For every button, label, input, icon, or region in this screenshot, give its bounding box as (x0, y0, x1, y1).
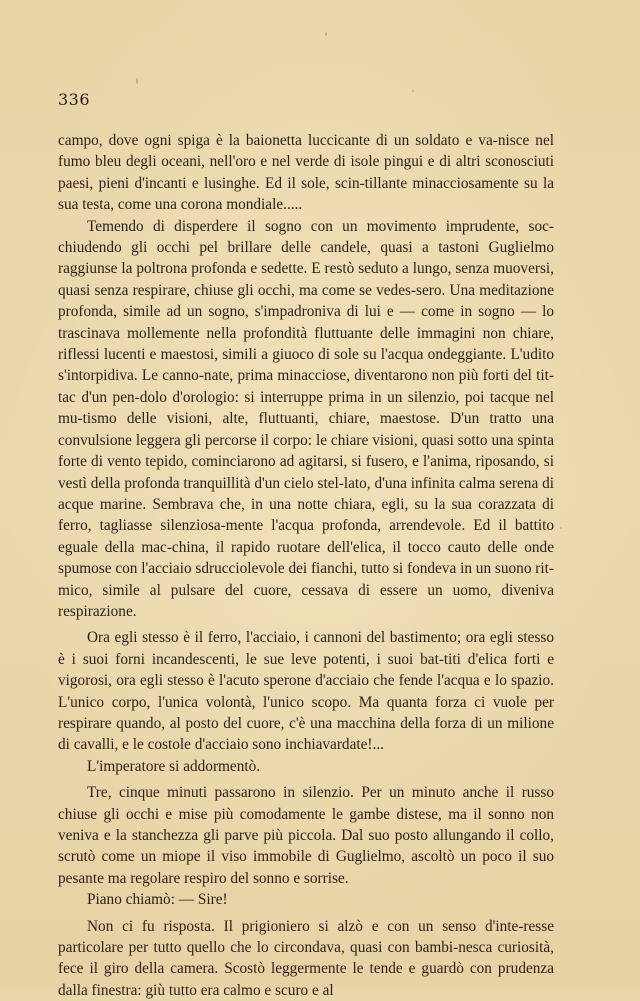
page-number: 336 (58, 90, 91, 109)
paper-speck (412, 90, 414, 92)
paragraph: Tre, cinque minuti passarono in silenzio. Per un minuto anche il russo chiuse gli occhi e mise più comodamente le gambe distese, ma il sonno non veniva e la stanchezza gli parve più piccola. Dal suo posto allungando il collo, scrutò come un miope il viso immobile di Guglielmo, ascoltò un poco il suo pesante ma regolare respiro del sonno e sorrise. (58, 784, 554, 887)
paragraph: L'imperatore si addormentò. (87, 757, 261, 775)
paragraph: Non ci fu risposta. Il prigioniero si alzò e con un senso d'inte-resse particolare per tutto quello che lo circondava, quasi con bambi-nesca curiosità, fece il giro della camera. Scostò leggermente le tende e guardò con prudenza dalla finestra: giù tutto era calmo e scuro e al (58, 917, 554, 999)
paper-speck (136, 78, 138, 84)
paper-speck (560, 527, 562, 529)
paragraph: Ora egli stesso è il ferro, l'acciaio, i cannoni del bastimento; ora egli stesso è i suoi forni incandescenti, le sue leve potenti, i suoi bat-titi d'elica forti e vigorosi, ora egli stesso è l'acuto sperone d'acciaio che fende l'acqua e lo spazio. L'unico corpo, l'unica volontà, l'unico scopo. Ma quanta forza ci vuole per respirare quando, al posto del cuore, c'è una macchina della forza di un milione di cavalli, e le costole d'acciaio sono inchiavardate!... (58, 629, 554, 754)
paragraph: Temendo di disperdere il sogno con un movimento imprudente, soc-chiudendo gli occhi pel brillare delle candele, quasi a tastoni Guglielmo raggiunse la poltrona profonda e sedette. E restò seduto a lungo, senza muoversi, quasi senza respirare, chiuse gli occhi, ma come se vedes-sero. Una meditazione profonda, simile ad un sogno, s'impadroniva di lui e — come in sogno — lo trascinava mollemente nella profondità fluttuante delle immagini non chiare, riflessi lucenti e maestosi, simili a giuoco di sole su l'acqua ondeggiante. L'udito s'intorpidiva. Le canno-nate, prima minacciose, diventarono non più forti del tit-tac d'un pen-dolo d'orologio: si interruppe prima in un silenzio, poi tacque nel mu-tismo delle visioni, alte, fluttuanti, chiare, maestose. D'un tratto una convulsione leggera gli percorse il corpo: le chiare visioni, quasi sotto una spinta forte di vento tepido, cominciarono ad agitarsi, si fusero, e l'anima, riposando, si vestì della profonda tranquillità d'un cielo stel-lato, d'una infinita calma serena di acque marine. Sembrava che, in una notte chiara, egli, su la sua corazzata di ferro, tagliasse silenziosa-mente l'acqua profonda, arrendevole. Ed il battito eguale della mac-china, il rapido ruotare dell'elica, il tocco cauto delle onde spumose con l'acciaio sdrucciolevole dei fianchi, tutto si fondeva in un suono rit-mico, simile al pulsare del cuore, cessava di essere un uomo, diveniva respirazione. (58, 217, 554, 620)
body-text (58, 130, 554, 1001)
paragraph: Piano chiamò: — Sire! (87, 891, 228, 909)
paragraph: campo, dove ogni spiga è la baionetta luccicante di un soldato e va-nisce nel fumo bleu degli oceani, nell'oro e nel verde di isole pingui e di altri sconosciuti paesi, pieni d'incanti e lusinghe. Ed il sole, scin-tillante minacciosamente su la sua testa, come una corona mondiale..... (58, 132, 554, 214)
paper-speck (325, 32, 327, 36)
